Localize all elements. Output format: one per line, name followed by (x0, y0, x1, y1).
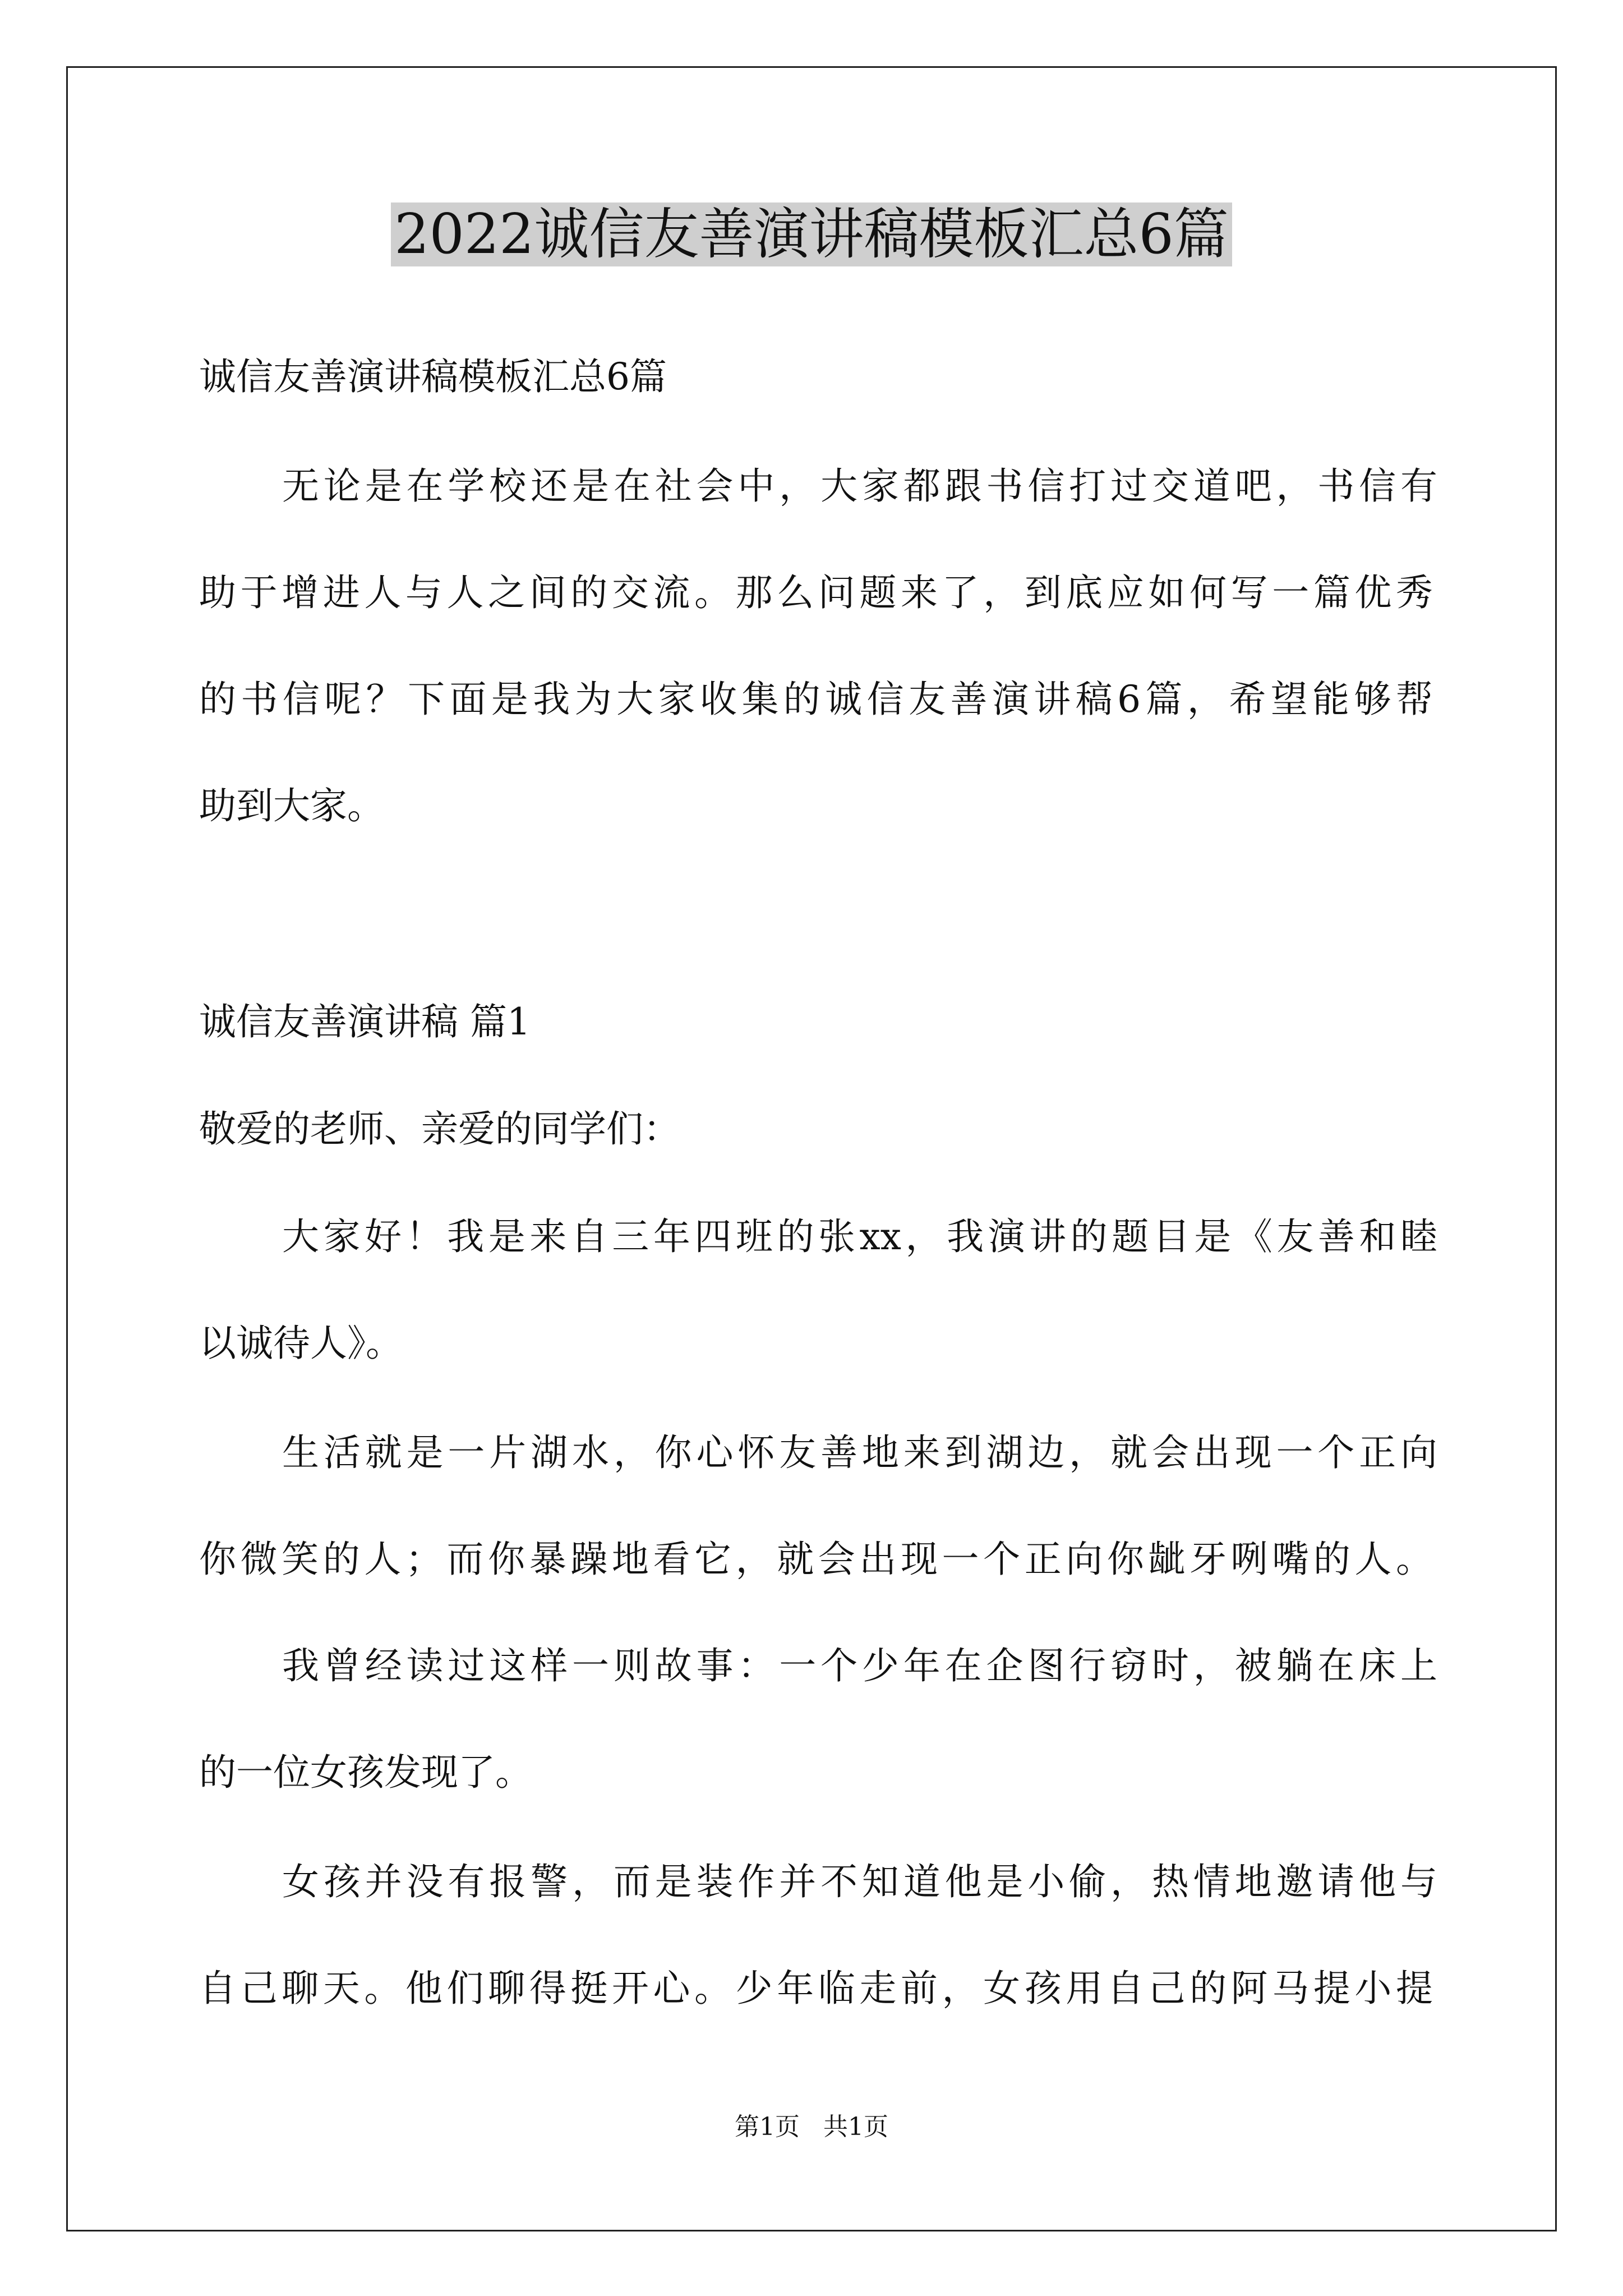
salutation: 敬爱的老师、亲爱的同学们： (199, 1107, 680, 1151)
body-line-3: 生活就是一片湖水，你心怀友善地来到湖边，就会出现一个正向 (282, 1431, 1437, 1474)
intro-line-2: 助于增进人与人之间的交流。那么问题来了，到底应如何写一篇优秀 (199, 571, 1433, 614)
body-line-6: 的一位女孩发现了。 (199, 1751, 532, 1794)
body-line-5: 我曾经读过这样一则故事：一个少年在企图行窃时，被躺在床上 (282, 1644, 1437, 1687)
intro-line-4: 助到大家。 (199, 784, 384, 827)
intro-line-3: 的书信呢？下面是我为大家收集的诚信友善演讲稿6篇，希望能够帮 (199, 678, 1433, 721)
document-subtitle: 诚信友善演讲稿模板汇总6篇 (199, 355, 667, 398)
intro-line-1: 无论是在学校还是在社会中，大家都跟书信打过交道吧，书信有 (282, 464, 1437, 508)
body-line-7: 女孩并没有报警，而是装作并不知道他是小偷，热情地邀请他与 (282, 1860, 1437, 1903)
document-title: 2022诚信友善演讲稿模板汇总6篇 (0, 197, 1623, 272)
section-heading: 诚信友善演讲稿 篇1 (199, 1000, 531, 1043)
body-line-4: 你微笑的人；而你暴躁地看它，就会出现一个正向你龇牙咧嘴的人。 (199, 1538, 1433, 1581)
body-line-8: 自己聊天。他们聊得挺开心。少年临走前，女孩用自己的阿马提小提 (199, 1967, 1433, 2010)
body-line-2: 以诚待人》。 (199, 1322, 403, 1365)
page-footer: 第1页 共1页 (735, 2113, 888, 2141)
body-line-1: 大家好！我是来自三年四班的张xx，我演讲的题目是《友善和睦 (282, 1215, 1437, 1258)
